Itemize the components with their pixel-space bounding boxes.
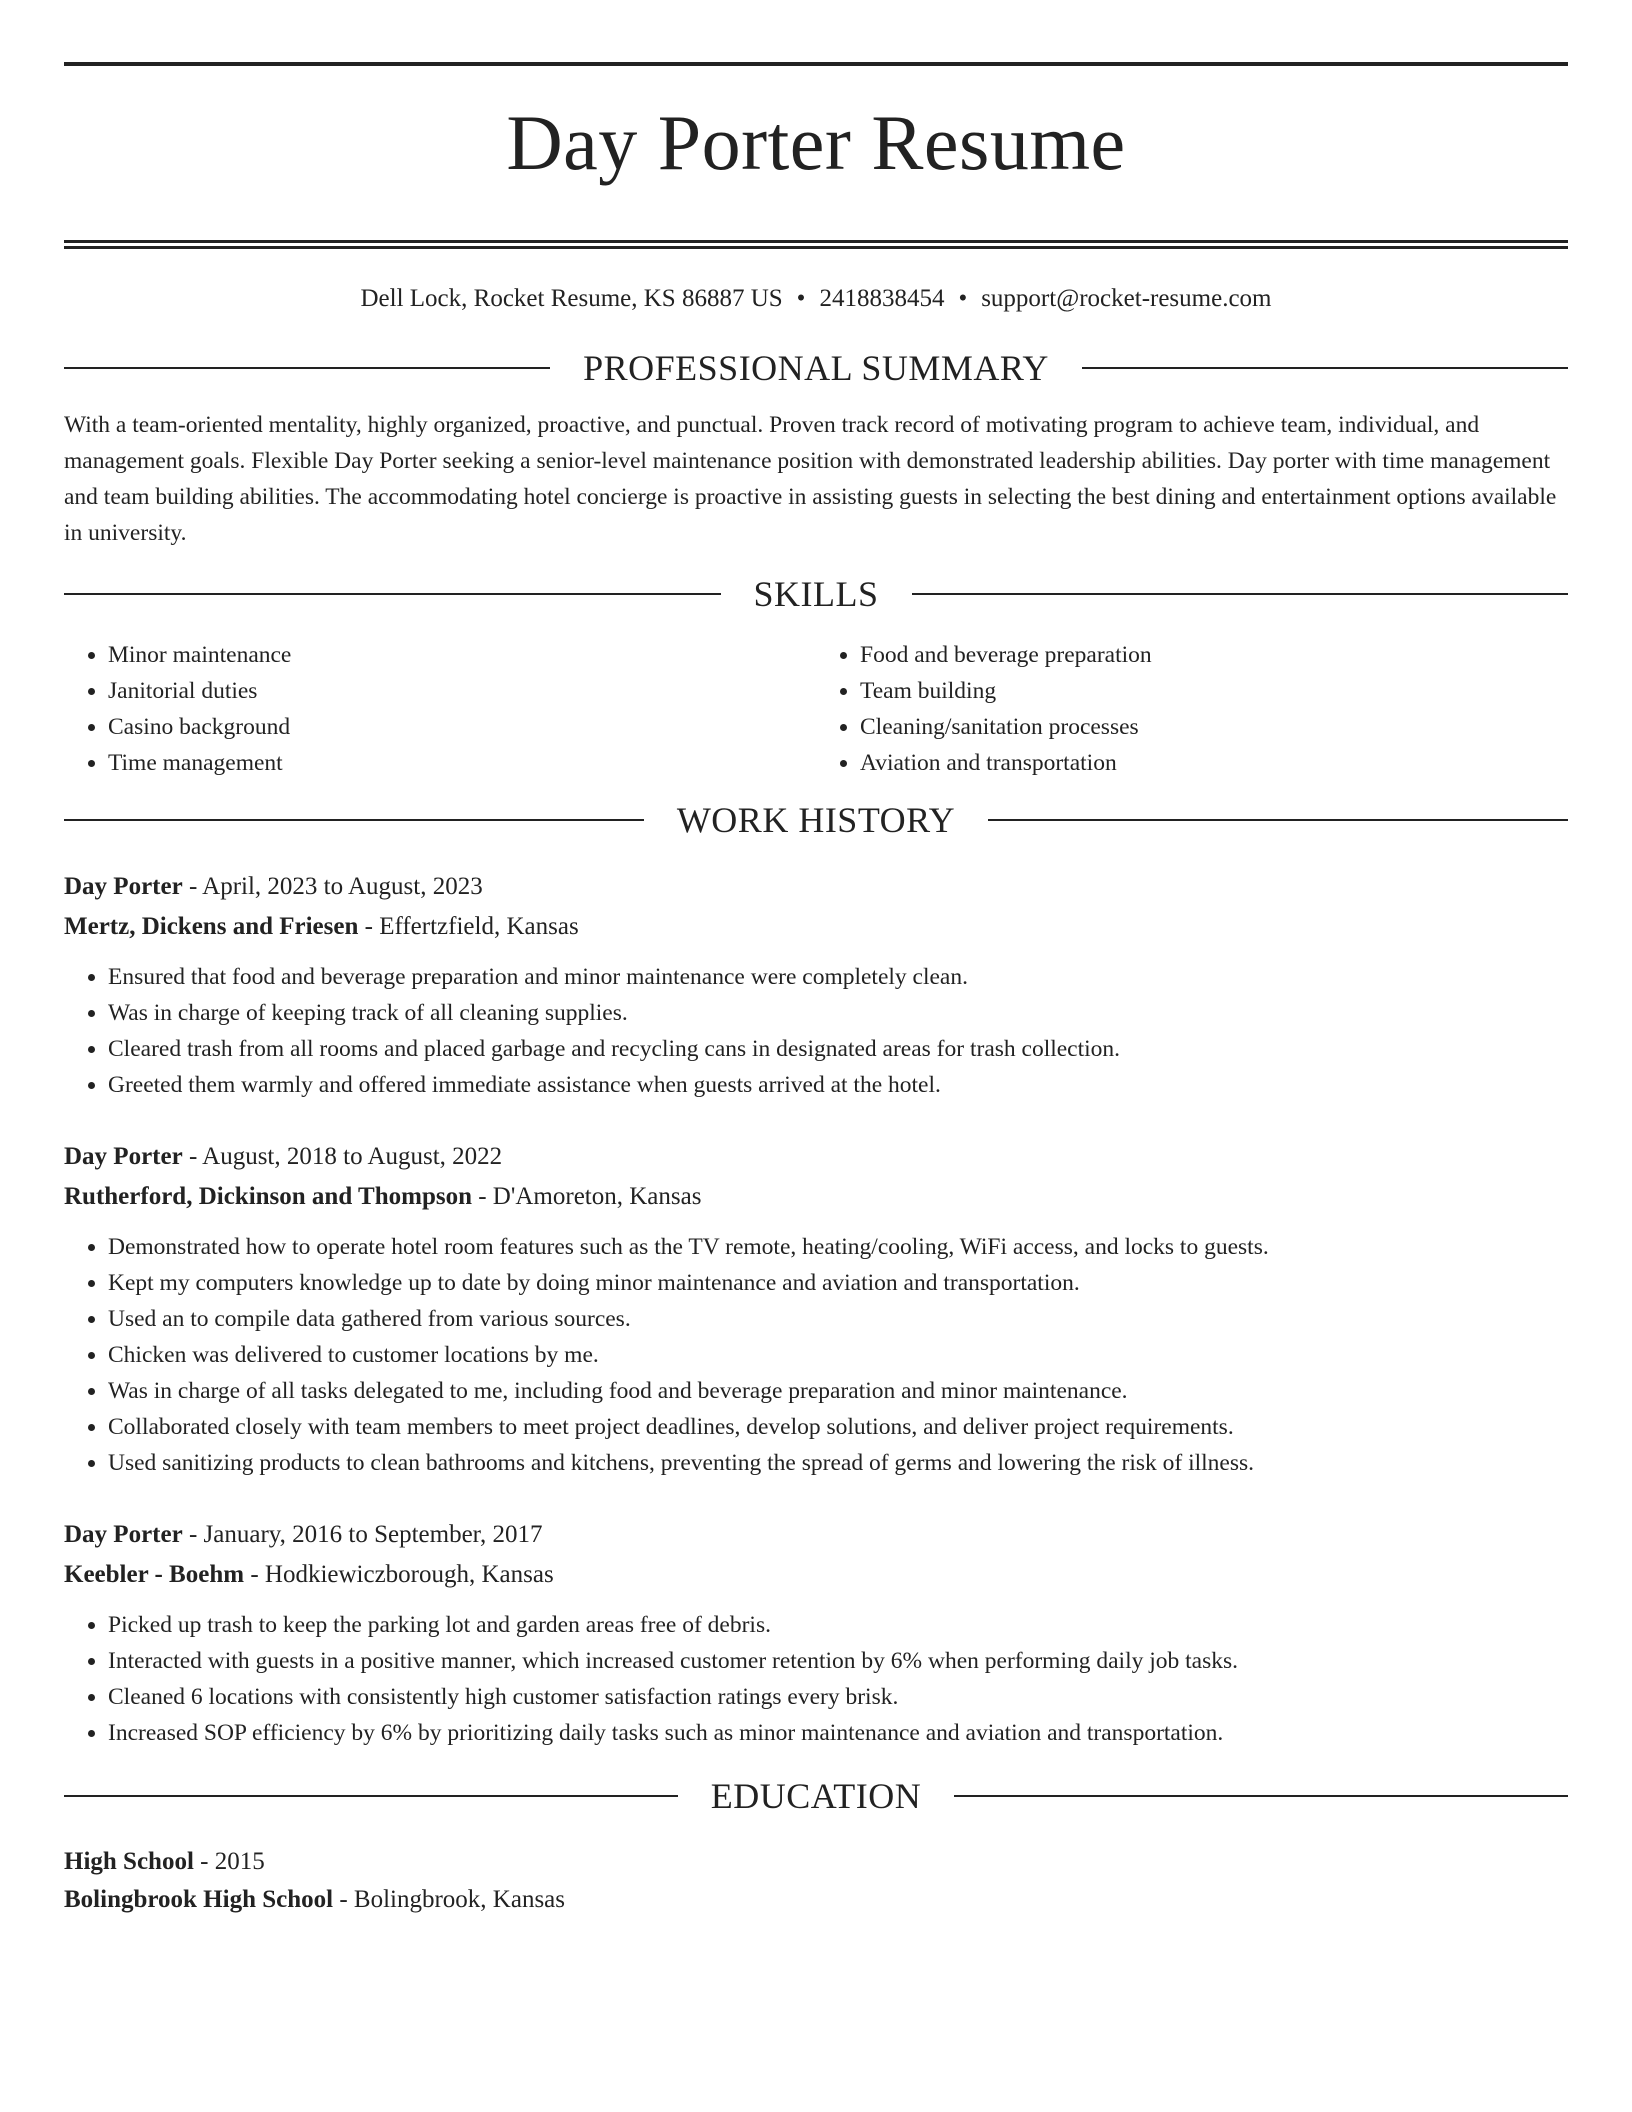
top-rule: [64, 62, 1568, 66]
skill-item: • Aviation and transportation: [860, 745, 1568, 781]
job-duties: [64, 1229, 1568, 1481]
duty-item: • Picked up trash to keep the parking lot and garden areas free of debris.: [108, 1607, 1568, 1643]
section-title: WORK HISTORY: [676, 800, 956, 840]
heading-rule: [1082, 367, 1568, 369]
skill-item: • Time management: [108, 745, 816, 781]
job-location: - Effertzfield, Kansas: [358, 913, 579, 940]
section-heading-education: [64, 1771, 1568, 1821]
job-company-line: [64, 907, 1568, 947]
duty-item: • Increased SOP efficiency by 6% by prioritizing daily tasks such as minor maintenance and aviation and transportation.: [108, 1715, 1568, 1751]
job-entry: [64, 1137, 1568, 1481]
contact-phone: 2418838454: [819, 285, 945, 312]
job-company: Keebler - Boehm: [64, 1561, 245, 1588]
section-heading-summary: [64, 343, 1568, 393]
contact-address: Dell Lock, Rocket Resume, KS 86887 US: [360, 285, 783, 312]
duty-item: • Was in charge of keeping track of all cleaning supplies.: [108, 995, 1568, 1031]
job-title-line: [64, 1515, 1568, 1555]
section-title: EDUCATION: [710, 1776, 922, 1816]
summary-text: With a team-oriented mentality, highly organized, proactive, and punctual. Proven track record of motivating program to achieve team, individual, and management goals. Flexible Day Porter seeking a senior-level maintenance position with demonstrated leadership abilities. Day porter with time management and team building abilities. The accommodating hotel concierge is proactive in assisting guests in selecting the best dining and entertainment options available in university.: [64, 412, 1557, 546]
skill-item: • Food and beverage preparation: [860, 637, 1568, 673]
education-school-line: [64, 1881, 1568, 1919]
heading-rule: [64, 593, 721, 595]
heading-rule: [64, 1795, 678, 1797]
section-title: PROFESSIONAL SUMMARY: [583, 348, 1049, 388]
job-title: Day Porter: [64, 1143, 183, 1170]
section-heading-work-history: [64, 795, 1568, 845]
job-company: Rutherford, Dickinson and Thompson: [64, 1183, 472, 1210]
contact-separator: •: [796, 285, 806, 312]
contact-email: support@rocket-resume.com: [981, 285, 1272, 312]
job-duties: [64, 959, 1568, 1103]
job-location: - Hodkiewiczborough, Kansas: [244, 1561, 554, 1588]
skill-item: • Team building: [860, 673, 1568, 709]
education-degree: High School: [64, 1848, 194, 1875]
education-degree-line: [64, 1843, 1568, 1881]
duty-item: • Used sanitizing products to clean bathrooms and kitchens, preventing the spread of germs and lowering the risk of illness.: [108, 1445, 1568, 1481]
job-dates: - April, 2023 to August, 2023: [182, 873, 483, 900]
skill-item: • Casino background: [108, 709, 816, 745]
duty-item: • Used an to compile data gathered from various sources.: [108, 1301, 1568, 1337]
duty-item: • Cleaned 6 locations with consistently high customer satisfaction ratings every brisk.: [108, 1679, 1568, 1715]
duty-item: • Kept my computers knowledge up to date by doing minor maintenance and aviation and transportation.: [108, 1265, 1568, 1301]
job-title: Day Porter: [64, 1521, 183, 1548]
heading-rule: [988, 819, 1568, 821]
section-title: SKILLS: [753, 574, 879, 614]
duty-item: • Demonstrated how to operate hotel room features such as the TV remote, heating/cooling, WiFi access, and locks to guests.: [108, 1229, 1568, 1265]
job-entry: [64, 1515, 1568, 1751]
duty-item: • Greeted them warmly and offered immediate assistance when guests arrived at the hotel.: [108, 1067, 1568, 1103]
job-title: Day Porter: [64, 873, 183, 900]
contact-separator: •: [958, 285, 968, 312]
skills-column-right: [816, 637, 1568, 781]
skills-list: [64, 637, 1568, 781]
resume-title: Day Porter Resume: [506, 99, 1126, 186]
education-year: - 2015: [193, 1848, 265, 1875]
heading-rule: [64, 819, 644, 821]
section-heading-skills: [64, 569, 1568, 619]
duty-item: • Was in charge of all tasks delegated to me, including food and beverage preparation and minor maintenance.: [108, 1373, 1568, 1409]
job-dates: - January, 2016 to September, 2017: [182, 1521, 543, 1548]
skill-item: • Minor maintenance: [108, 637, 816, 673]
job-company-line: [64, 1555, 1568, 1595]
duty-item: • Interacted with guests in a positive manner, which increased customer retention by 6% when performing daily job tasks.: [108, 1643, 1568, 1679]
duty-item: • Chicken was delivered to customer locations by me.: [108, 1337, 1568, 1373]
job-title-line: [64, 1137, 1568, 1177]
job-entry: [64, 867, 1568, 1103]
heading-rule: [912, 593, 1569, 595]
skill-item: • Cleaning/sanitation processes: [860, 709, 1568, 745]
job-title-line: [64, 867, 1568, 907]
job-dates: - August, 2018 to August, 2022: [182, 1143, 503, 1170]
education-entry: [64, 1843, 1568, 1919]
heading-rule: [64, 367, 550, 369]
skill-item: • Janitorial duties: [108, 673, 816, 709]
contact-line: [64, 283, 1568, 315]
job-location: - D'Amoreton, Kansas: [471, 1183, 702, 1210]
job-company: Mertz, Dickens and Friesen: [64, 913, 359, 940]
duty-item: • Ensured that food and beverage preparation and minor maintenance were completely clean.: [108, 959, 1568, 995]
duty-item: • Cleared trash from all rooms and placed garbage and recycling cans in designated areas for trash collection.: [108, 1031, 1568, 1067]
job-duties: [64, 1607, 1568, 1751]
skills-column-left: [64, 637, 816, 781]
duty-item: • Collaborated closely with team members to meet project deadlines, develop solutions, and deliver project requirements.: [108, 1409, 1568, 1445]
education-school: Bolingbrook High School: [64, 1886, 334, 1913]
job-company-line: [64, 1177, 1568, 1217]
title-double-rule: [64, 240, 1568, 249]
heading-rule: [954, 1795, 1568, 1797]
education-location: - Bolingbrook, Kansas: [333, 1886, 565, 1913]
